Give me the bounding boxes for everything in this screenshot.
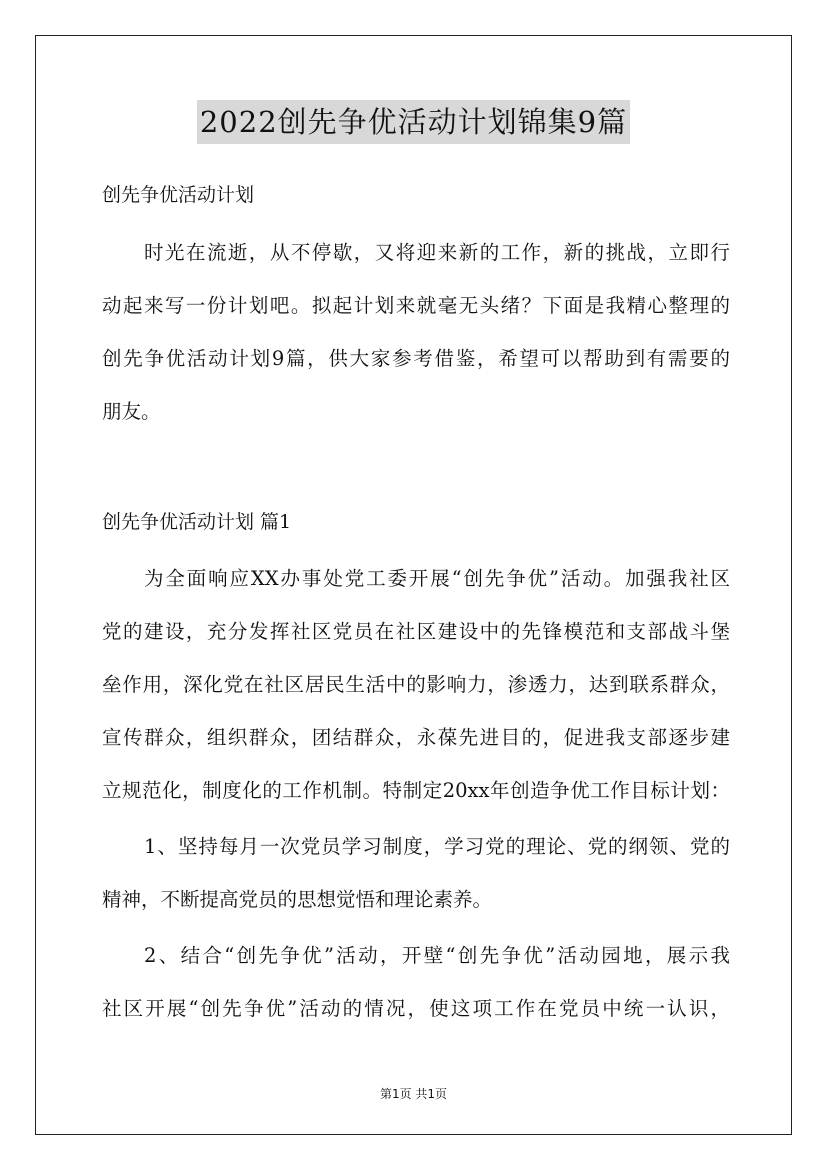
paragraph-line: 精神，不断提高党员的思想觉悟和理论素养。 (102, 888, 493, 911)
intro-heading: 创先争优活动计划 (102, 184, 255, 206)
page-footer: 第1页 共1页 (379, 1087, 448, 1101)
paragraph-line: 2、结合“创先争优”活动，开壁“创先争优”活动园地，展示我 (144, 944, 730, 967)
paragraph-line: 社区开展“创先争优”活动的情况，使这项工作在党员中统一认识， (102, 997, 730, 1020)
paragraph-line: 垒作用，深化党在社区居民生活中的影响力，渗透力，达到联系群众， (102, 673, 730, 696)
intro-line: 创先争优活动计划9篇，供大家参考借鉴，希望可以帮助到有需要的 (102, 347, 730, 370)
paragraph-line: 1、坚持每月一次党员学习制度，学习党的理论、党的纲领、党的 (144, 835, 730, 858)
section-heading: 创先争优活动计划 篇1 (102, 511, 292, 533)
intro-line: 时光在流逝，从不停歇，又将迎来新的工作，新的挑战，立即行 (144, 241, 730, 264)
intro-line: 动起来写一份计划吧。拟起计划来就毫无头绪？下面是我精心整理的 (102, 294, 730, 317)
title-container (0, 100, 827, 144)
paragraph-line: 宣传群众，组织群众，团结群众，永葆先进目的，促进我支部逐步建 (102, 726, 730, 749)
paragraph-line: 为全面响应XX办事处党工委开展“创先争优”活动。加强我社区 (144, 567, 730, 590)
intro-line: 朋友。 (102, 400, 161, 423)
document-title: 2022创先争优活动计划锦集9篇 (197, 100, 630, 144)
paragraph-line: 立规范化，制度化的工作机制。特制定20xx年创造争优工作目标计划： (102, 779, 730, 802)
paragraph-line: 党的建设，充分发挥社区党员在社区建设中的先锋模范和支部战斗堡 (102, 620, 730, 643)
